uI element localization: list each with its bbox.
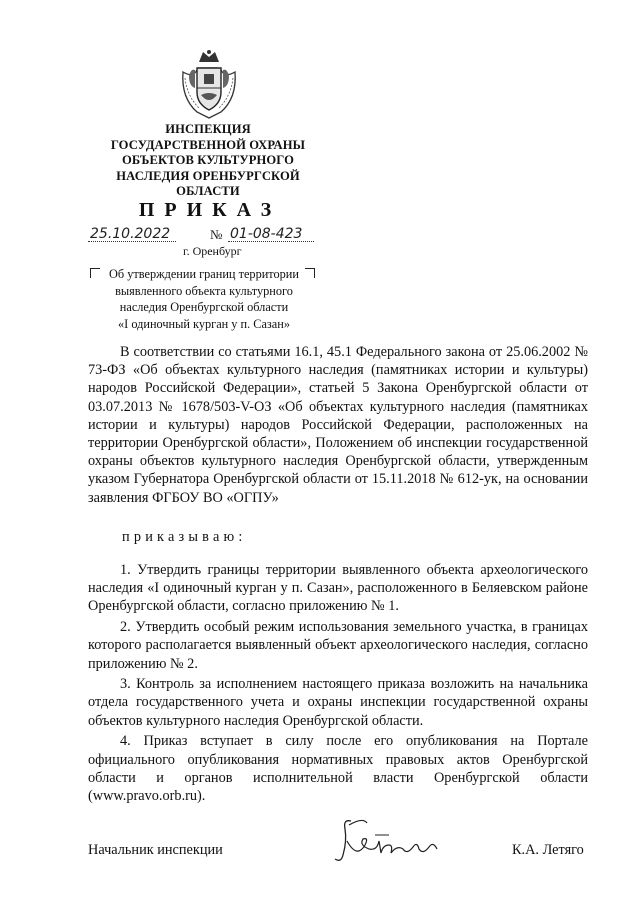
order-word: приказываю: xyxy=(122,529,247,545)
preamble-paragraph: В соответствии со статьями 16.1, 45.1 Федерального закона от 25.06.2002 № 73-ФЗ «Об объектах культурного наследия (памятниках истории и культуры) народов Российской Федерации», статьей 5 Закона Оренбургской области от 03.07.2013 № 1678/503-V-ОЗ «Об объектах культурного наследия (памятниках истории и культуры) народов Российской Федерации, расположенных на территории Оренбургской области», Положением об инспекции государственной охраны объектов культурного наследия Оренбургской области, утвержденным указом Губернатора Оренбургской области от 15.11.2018 № 612-ук, на основании заявления ФГБОУ ВО «ОГПУ» xyxy=(88,344,588,506)
order-item: 4. Приказ вступает в силу после его опубликования на Портале официального опубликования нормативных правовых актов Оренбургской области и органов исполнительной власти Оренбургской области (www.pravo.orb.ru). xyxy=(88,733,588,804)
orenburg-coat-of-arms-icon xyxy=(177,48,241,120)
subject-line: наследия Оренбургской области xyxy=(119,300,289,314)
order-item: 2. Утвердить особый режим использования земельного участка, в границах которого располагается выявленный объект археологического наследия, согласно приложению № 2. xyxy=(88,619,588,672)
signatory-role: Начальник инспекции xyxy=(88,842,223,858)
order-item: 1. Утвердить границы территории выявленного объекта археологического наследия «I одиночный курган у п. Сазан», расположенного в Беляевском районе Оренбургской области, согласно приложению № 1. xyxy=(88,562,588,615)
org-line: НАСЛЕДИЯ ОРЕНБУРГСКОЙ xyxy=(116,168,300,183)
city-name: г. Оренбург xyxy=(183,244,242,258)
number-underline xyxy=(228,241,314,242)
date-underline xyxy=(88,241,176,242)
org-line: ИНСПЕКЦИЯ xyxy=(165,122,251,136)
org-line: ОБЪЕКТОВ КУЛЬТУРНОГО xyxy=(121,153,295,167)
order-date: 25.10.2022 xyxy=(90,226,171,242)
subject-line: выявленного объекта культурного xyxy=(115,283,293,298)
handwritten-signature-icon xyxy=(333,815,443,867)
org-line: ГОСУДАРСТВЕННОЙ ОХРАНЫ xyxy=(110,137,306,152)
order-subject xyxy=(92,266,316,332)
organization-name xyxy=(96,122,320,200)
subject-line: Об утверждении границ территории xyxy=(109,267,299,281)
order-item: 3. Контроль за исполнением настоящего приказа возложить на начальника отдела государственного учета и охраны инспекции государственной охраны объектов культурного наследия Оренбургской области. xyxy=(88,676,588,729)
order-items xyxy=(88,561,588,808)
signatory-name: К.А. Летяго xyxy=(512,842,584,858)
org-line: ОБЛАСТИ xyxy=(176,184,240,198)
order-number: 01-08-423 xyxy=(230,226,303,242)
document-type-title: ПРИКАЗ xyxy=(138,199,282,221)
number-label: № xyxy=(210,227,223,242)
registration-line xyxy=(88,224,318,244)
subject-line: «I одиночный курган у п. Сазан» xyxy=(118,316,290,331)
